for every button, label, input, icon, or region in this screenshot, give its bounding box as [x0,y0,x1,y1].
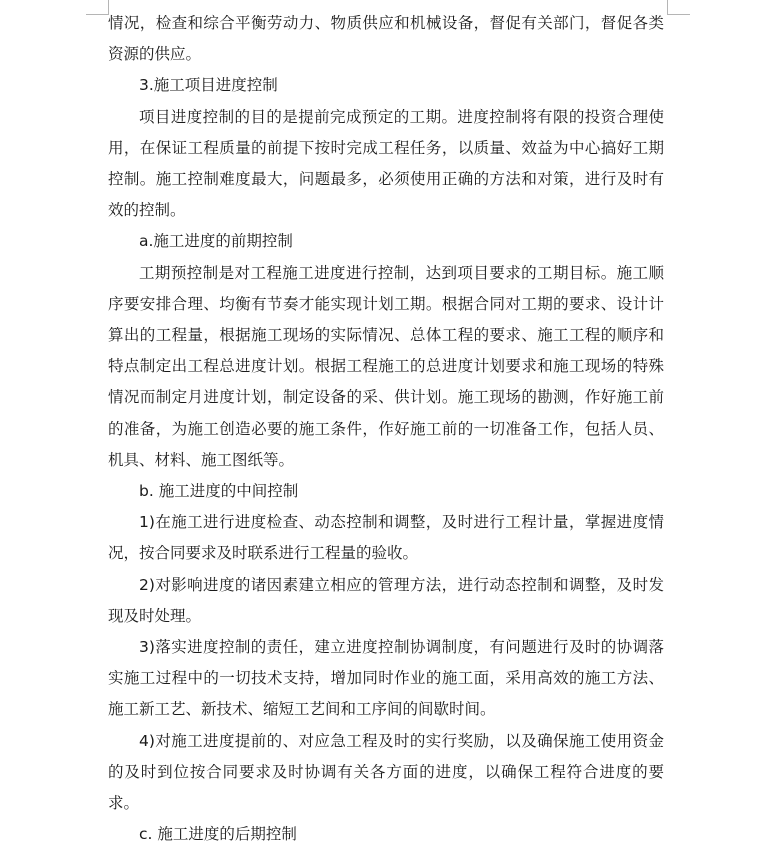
page-corner-mark-right [667,0,690,15]
paragraph-middle-control-2: 2)对影响进度的诸因素建立相应的管理方法，进行动态控制和调整，及时发现及时处理。 [108,575,664,625]
paragraph-middle-control-4: 4)对施工进度提前的、对应急工程及时的实行奖励，以及确保施工使用资金的及时到位按合同要求及时协调有关各方面的进度，以确保工程符合进度的要求。 [108,731,664,813]
paragraph-middle-control-3: 3)落实进度控制的责任，建立进度控制协调制度，有问题进行及时的协调落实施工过程中的一切技术支持，增加同时作业的施工面，采用高效的施工方法、施工新工艺、新技术、缩短工艺间和工序间的间歇时间。 [108,638,664,719]
paragraph-middle-control-1: 1)在施工进行进度检查、动态控制和调整，及时进行工程计量，掌握进度情况，按合同要求及时联系进行工程量的验收。 [108,513,664,563]
paragraph-resource-supply: 情况，检查和综合平衡劳动力、物质供应和机械设备，督促有关部门，督促各类资源的供应。 [108,14,664,64]
heading-early-control: a.施工进度的前期控制 [139,232,293,251]
paragraph-schedule-control-purpose: 项目进度控制的目的是提前完成预定的工期。进度控制将有限的投资合理使用，在保证工程质量的前提下按时完成工程任务，以质量、效益为中心搞好工期控制。施工控制难度最大，问题最多，必须使用正确的方法和对策，进行及时有效的控制。 [108,107,664,220]
heading-middle-control: b. 施工进度的中间控制 [139,482,299,501]
page-corner-mark-left [86,0,109,15]
heading-schedule-control: 3.施工项目进度控制 [139,76,278,95]
paragraph-early-control: 工期预控制是对工程施工进度进行控制，达到项目要求的工期目标。施工顺序要安排合理、均衡有节奏才能实现计划工期。根据合同对工期的要求、设计计算出的工程量，根据施工现场的实际情况、总体工程的要求、施工工程的顺序和特点制定出工程总进度计划。根据工程施工的总进度计划要求和施工现场的特殊情况而制定月进度计划，制定设备的采、供计划。施工现场的勘测，作好施工前的准备，为施工创造必要的施工条件，作好施工前的一切准备工作，包括人员、机具、材料、施工图纸等。 [108,263,664,469]
document-body [108,8,664,850]
heading-late-control: c. 施工进度的后期控制 [139,825,297,844]
